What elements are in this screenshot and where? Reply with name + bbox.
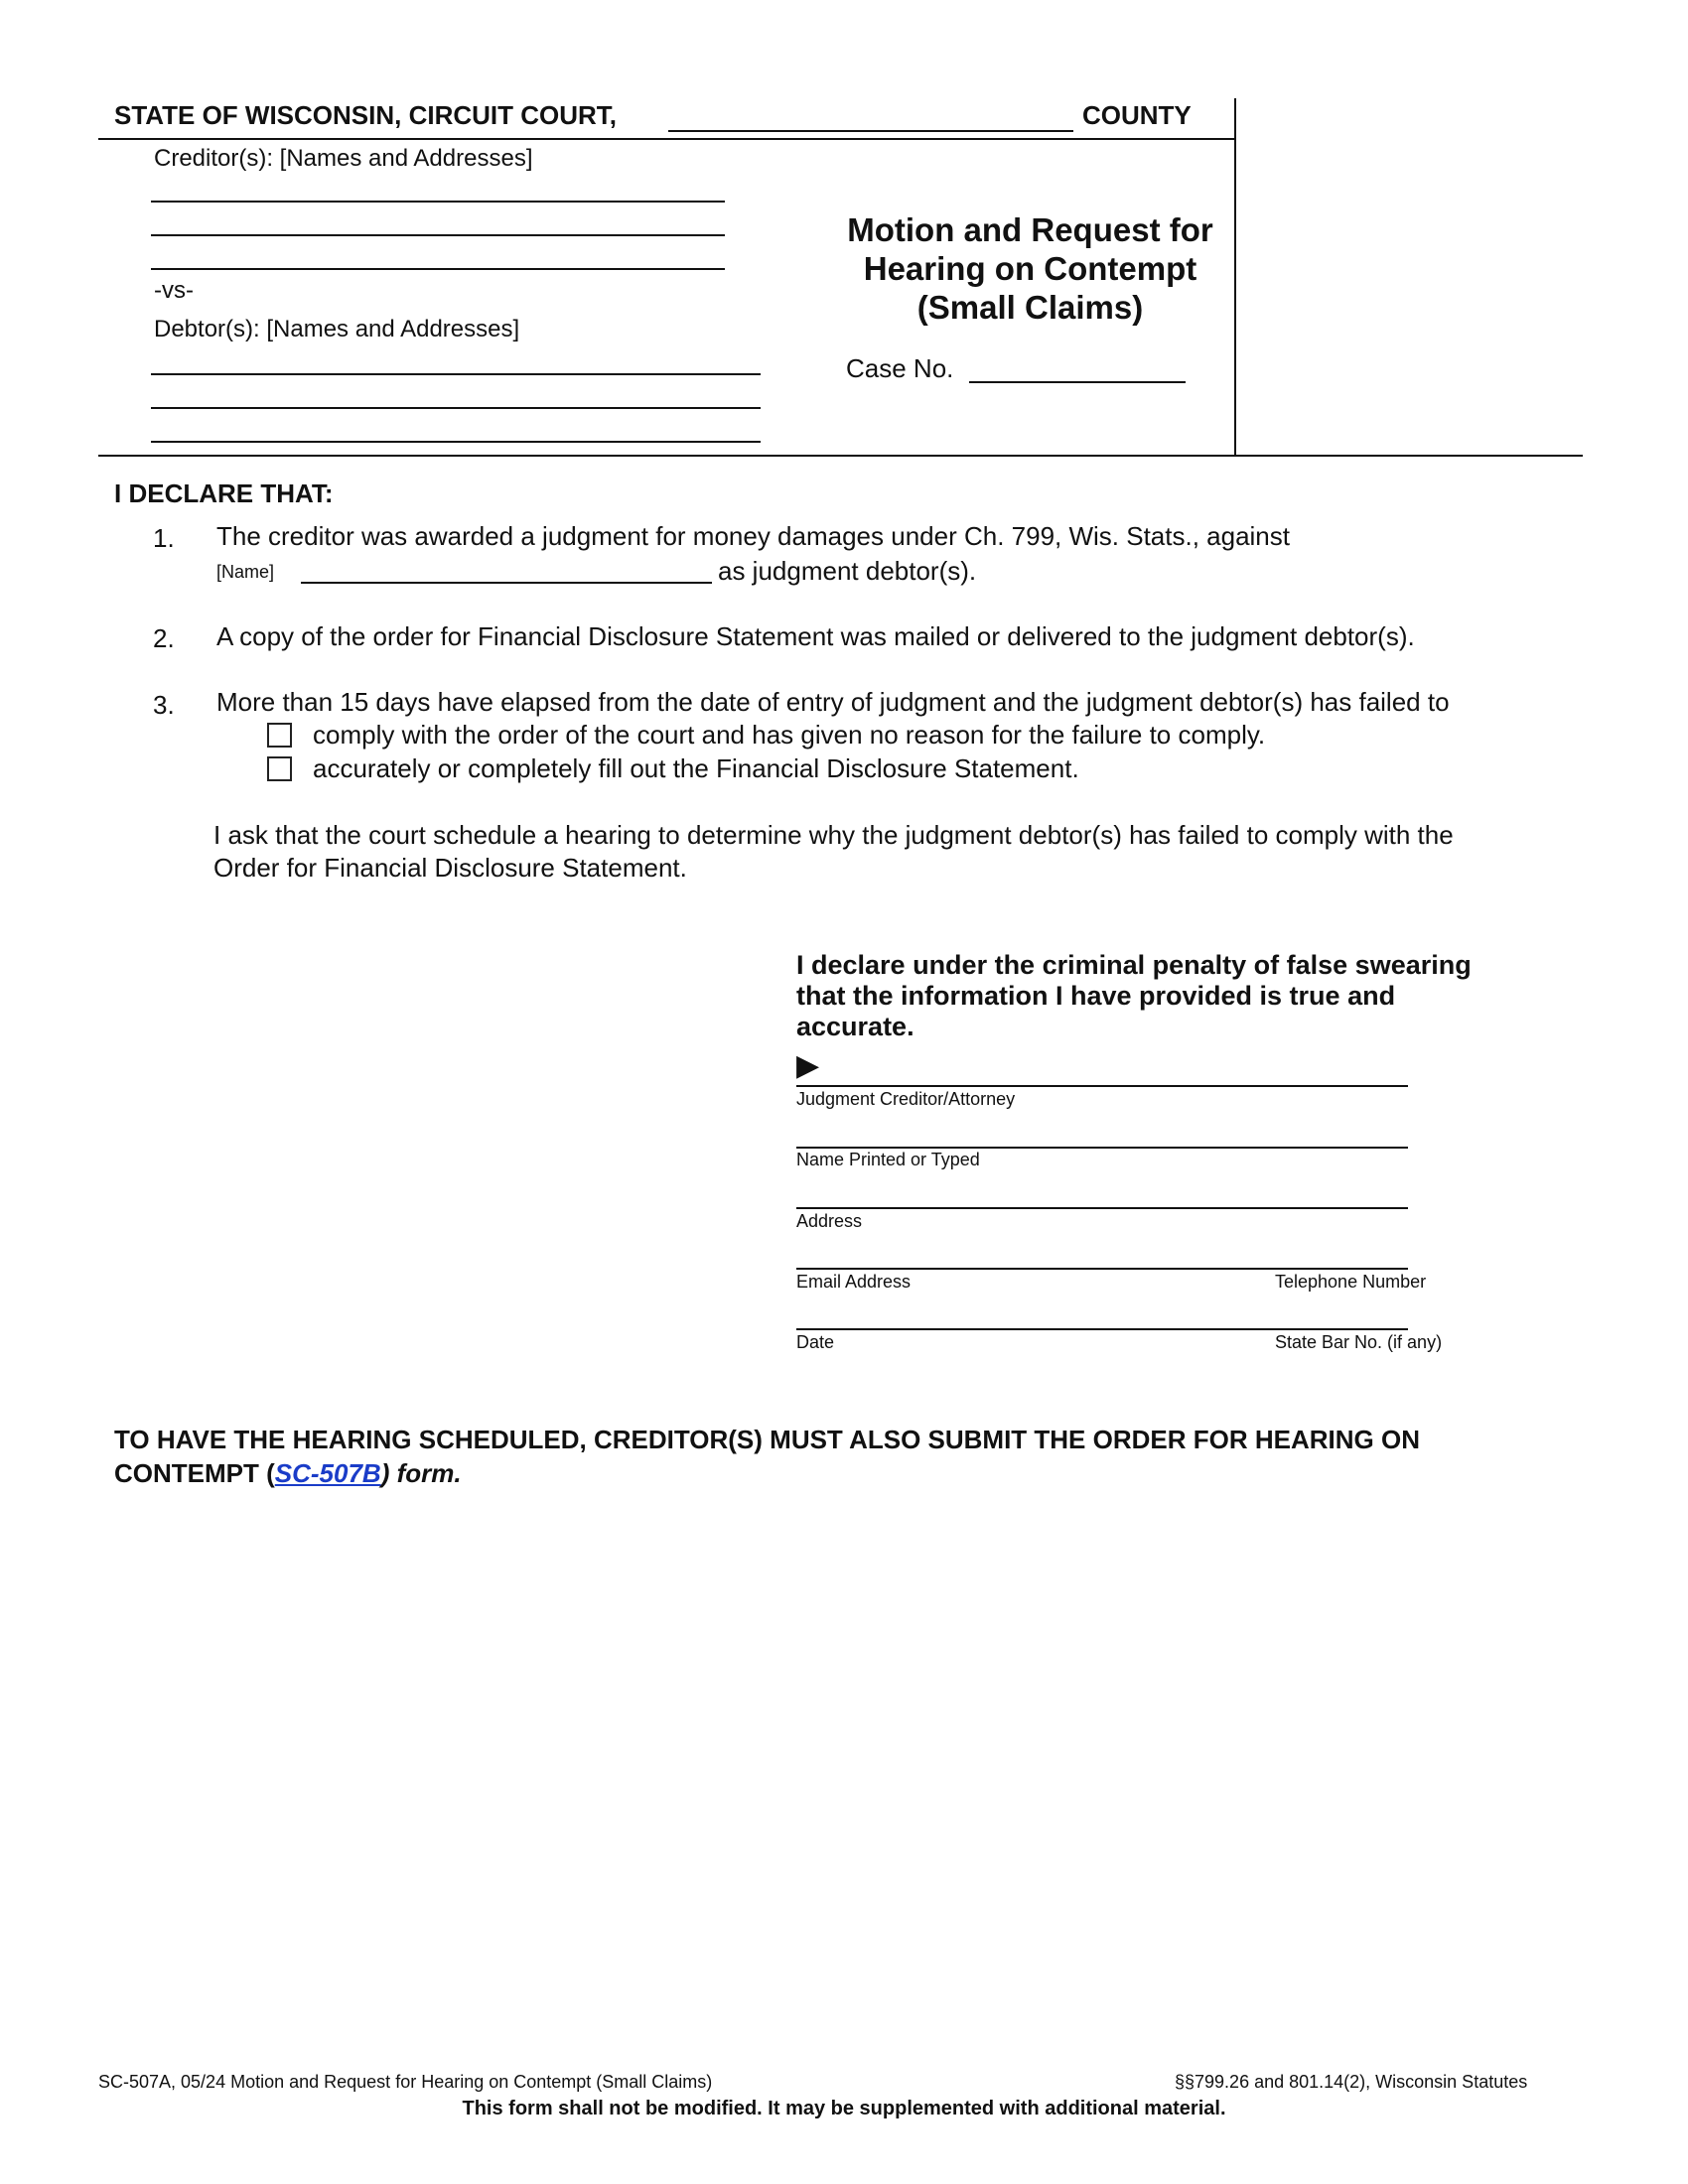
- debtor-line-1[interactable]: [151, 347, 761, 375]
- judgment-debtor-name-field[interactable]: [301, 554, 712, 584]
- notice-prefix: CONTEMPT (: [114, 1458, 275, 1488]
- request-line-2: Order for Financial Disclosure Statement.: [213, 853, 687, 883]
- notice-line-2: [114, 1458, 462, 1489]
- item-1-name-label: [Name]: [216, 562, 275, 582]
- item-2-number: 2.: [153, 623, 175, 653]
- request-line-1: I ask that the court schedule a hearing to determine why the judgment debtor(s) has failed to comply with the: [213, 820, 1454, 850]
- creditor-line-1[interactable]: [151, 175, 725, 203]
- item-1-suffix: as judgment debtor(s).: [718, 556, 977, 586]
- footer-form-id: SC-507A, 05/24 Motion and Request for Hearing on Contempt (Small Claims): [98, 2072, 713, 2092]
- form-title-line-3: (Small Claims): [916, 289, 1144, 326]
- item-1-text: The creditor was awarded a judgment for money damages under Ch. 799, Wis. Stats., against: [216, 521, 1290, 551]
- declaration-line-3: accurate.: [796, 1012, 914, 1041]
- case-no-label: Case No.: [846, 353, 954, 383]
- item-1-number: 1.: [153, 523, 175, 553]
- date-bar-line[interactable]: [796, 1328, 1408, 1330]
- date-label: Date: [796, 1332, 835, 1352]
- address-label: Address: [796, 1211, 863, 1231]
- email-phone-line[interactable]: [796, 1268, 1408, 1270]
- name-printed-label: Name Printed or Typed: [796, 1150, 980, 1169]
- sign-here-arrow-icon: ▶: [796, 1049, 820, 1082]
- form-title-line-1: Motion and Request for: [847, 211, 1213, 248]
- versus-label: -vs-: [154, 277, 194, 304]
- form-title: [814, 210, 1246, 327]
- email-label: Email Address: [796, 1272, 912, 1292]
- judgment-creditor-label: Judgment Creditor/Attorney: [796, 1089, 1016, 1109]
- court-heading: STATE OF WISCONSIN, CIRCUIT COURT,: [114, 100, 618, 130]
- fill-out-option-label: accurately or completely fill out the Financial Disclosure Statement.: [313, 753, 1079, 783]
- debtor-line-3[interactable]: [151, 415, 761, 443]
- signature-line[interactable]: [796, 1085, 1408, 1087]
- fill-out-checkbox[interactable]: [267, 756, 292, 781]
- address-line[interactable]: [796, 1207, 1408, 1209]
- item-2-text: A copy of the order for Financial Disclosure Statement was mailed or delivered to the judgment debtor(s).: [216, 621, 1415, 651]
- county-label: COUNTY: [1082, 100, 1192, 130]
- comply-option-label: comply with the order of the court and has given no reason for the failure to comply.: [313, 720, 1266, 750]
- false-swearing-declaration: [796, 950, 1472, 1042]
- case-number-field[interactable]: [969, 353, 1186, 383]
- county-name-field[interactable]: [668, 101, 1073, 132]
- state-bar-label: State Bar No. (if any): [1275, 1332, 1443, 1352]
- creditors-label: Creditor(s): [Names and Addresses]: [154, 145, 533, 172]
- telephone-label: Telephone Number: [1275, 1272, 1427, 1292]
- form-title-line-2: Hearing on Contempt: [863, 250, 1197, 287]
- item-3-text: More than 15 days have elapsed from the date of entry of judgment and the judgment debtor(s) has failed to: [216, 687, 1450, 717]
- notice-suffix: ) form.: [380, 1458, 462, 1488]
- creditor-line-2[interactable]: [151, 208, 725, 236]
- footer-statutes: §§799.26 and 801.14(2), Wisconsin Statutes: [1175, 2072, 1528, 2092]
- creditor-line-3[interactable]: [151, 242, 725, 270]
- debtor-line-2[interactable]: [151, 381, 761, 409]
- sc-507b-link[interactable]: SC-507B: [274, 1458, 381, 1488]
- declare-heading: I DECLARE THAT:: [114, 478, 334, 508]
- comply-checkbox[interactable]: [267, 723, 292, 748]
- name-printed-line[interactable]: [796, 1147, 1408, 1149]
- debtors-label: Debtor(s): [Names and Addresses]: [154, 316, 520, 342]
- caption-bottom-rule: [98, 455, 1583, 457]
- footer-notice: This form shall not be modified. It may be supplemented with additional material.: [462, 2098, 1226, 2119]
- declaration-line-1: I declare under the criminal penalty of false swearing: [796, 950, 1472, 980]
- caption-top-rule: [98, 138, 1234, 140]
- notice-line-1: TO HAVE THE HEARING SCHEDULED, CREDITOR(S) MUST ALSO SUBMIT THE ORDER FOR HEARING ON: [114, 1425, 1420, 1454]
- item-3-number: 3.: [153, 690, 175, 720]
- declaration-line-2: that the information I have provided is true and: [796, 981, 1396, 1011]
